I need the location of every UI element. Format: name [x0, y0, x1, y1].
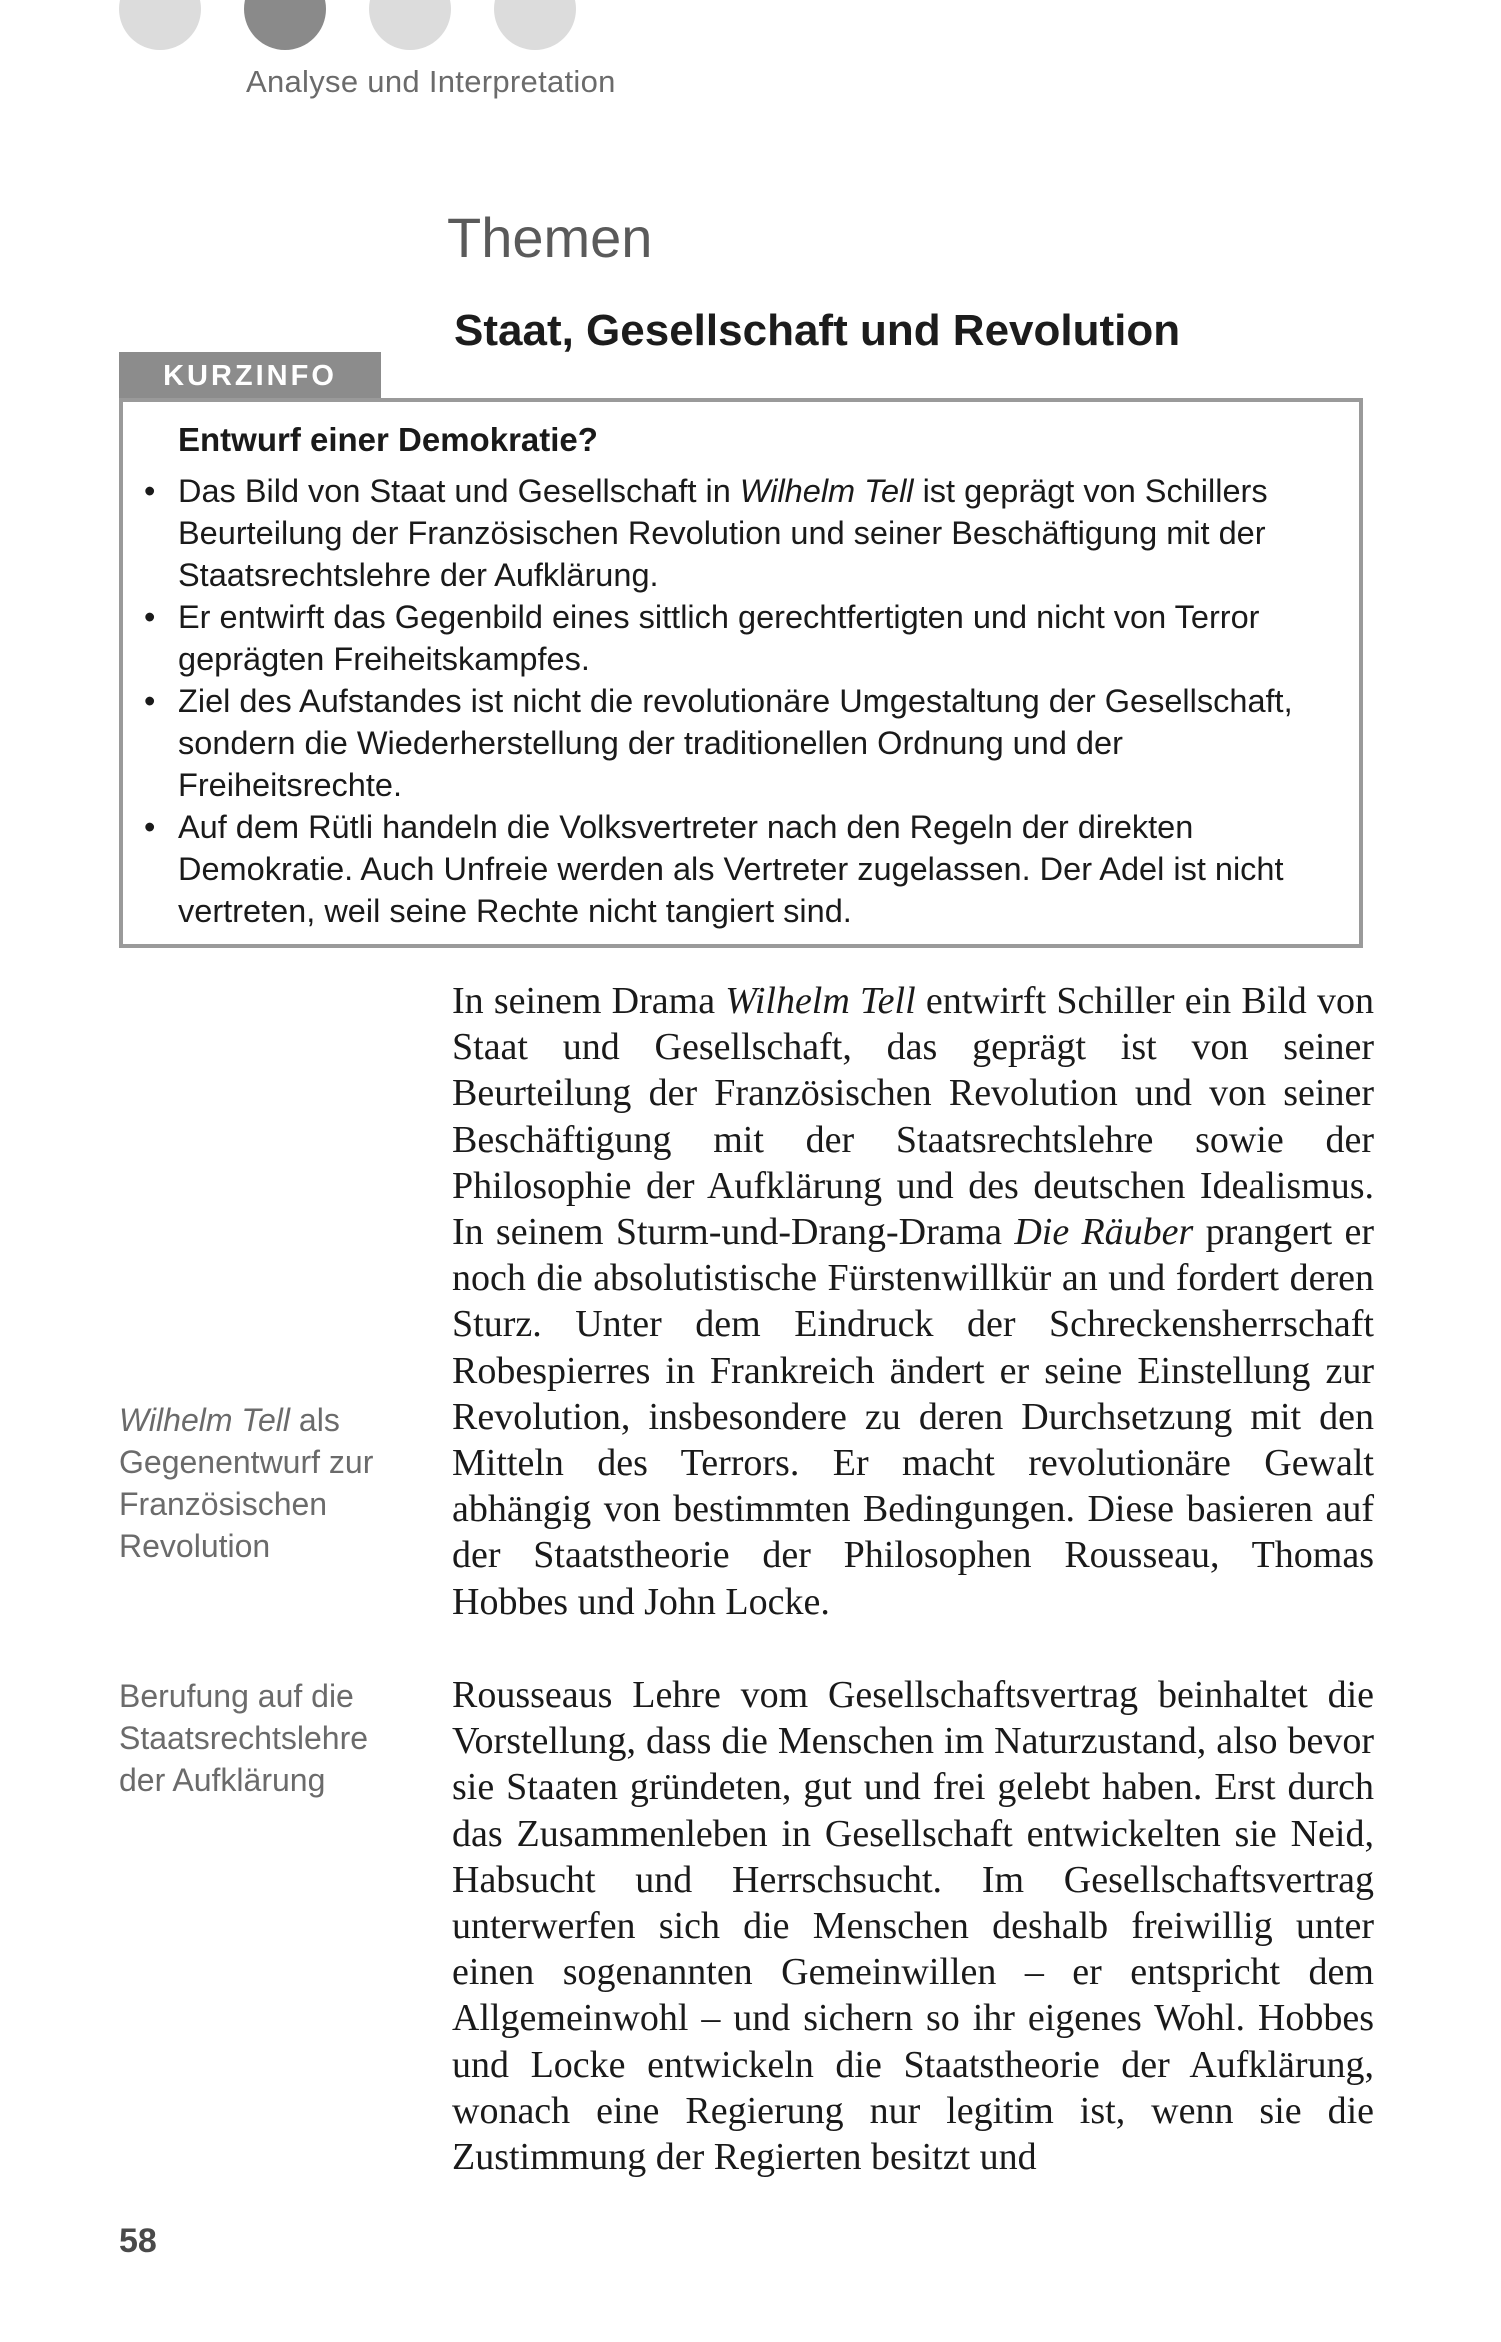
kurzinfo-item: • Auf dem Rütli handeln die Volksvertreter nach den Regeln der direkten Demokratie. Auch Unfreie werden als Vertreter zugelassen. Der Adel ist nicht vertreten, weil seine Rechte nicht tangiert sind.	[140, 806, 1340, 932]
page-number: 58	[119, 2222, 157, 2260]
body-paragraph-2: Rousseaus Lehre vom Gesellschaftsvertrag beinhaltet die Vorstellung, dass die Menschen im Naturzustand, also bevor sie Staaten gründeten, gut und frei gelebt haben. Erst durch das Zusammenleben in Gesellschaft entwickelten sie Neid, Habsucht und Herrschsucht. Im Gesellschaftsvertrag unterwerfen sich die Menschen deshalb freiwillig unter einen sogenannten Gemeinwillen – er entspricht dem Allgemeinwohl – und sichern so ihr eigenes Wohl. Hobbes und Locke entwickeln die Staatstheorie der Aufklärung, wonach eine Regierung nur legitim ist, wenn sie die Zustimmung der Regierten besitzt und	[452, 1674, 1374, 2179]
body-paragraph-1: In seinem Drama Wilhelm Tell entwirft Schiller ein Bild von Staat und Gesellschaft, das geprägt ist von seiner Beurteilung der Französischen Revolution und von seiner Beschäftigung mit der Staatsrechtslehre sowie der Philosophie der Aufklärung und des deutschen Idealismus. In seinem Sturm-und-Drang-Drama Die Räuber prangert er noch die absolutistische Fürstenwillkür an und fordert deren Sturz. Unter dem Eindruck der Schreckensherrschaft Robespierres in Frankreich ändert er seine Einstellung zur Revolution, insbesondere zu deren Durchsetzung mit den Mitteln des Terrors. Er macht revolutionäre Gewalt abhängig von bestimmten Bedingungen. Diese basieren auf der Staatstheorie der Philosophen Rousseau, Thomas Hobbes und John Locke.	[452, 980, 1375, 1623]
chapter-indicator-dot-3	[369, 0, 451, 50]
margin-note-2: Berufung auf die Staatsrechtslehre der Aufklärung	[119, 1678, 369, 1798]
kurzinfo-item: • Das Bild von Staat und Gesellschaft in Wilhelm Tell ist geprägt von Schillers Beurteilung der Französischen Revolution und seiner Beschäftigung mit der Staatsrechtslehre der Aufklärung.	[140, 470, 1340, 596]
kurzinfo-item: • Ziel des Aufstandes ist nicht die revolutionäre Umgestaltung der Gesellschaft, sondern die Wiederherstellung der traditionellen Ordnung und der Freiheitsrechte.	[140, 680, 1340, 806]
chapter-title: Themen	[447, 206, 653, 269]
work-title: Wilhelm Tell	[725, 980, 916, 1022]
subchapter-title: Staat, Gesellschaft und Revolution	[454, 306, 1181, 355]
section-label: Analyse und Interpretation	[246, 64, 616, 99]
chapter-indicator-dot-4	[494, 0, 576, 50]
kurzinfo-list	[140, 470, 1340, 932]
chapter-indicator-dot-2-active	[244, 0, 326, 50]
kurzinfo-item: • Er entwirft das Gegenbild eines sittlich gerechtfertigten und nicht von Terror geprägten Freiheitskampfes.	[140, 596, 1340, 680]
kurzinfo-tab: KURZINFO	[119, 352, 381, 400]
work-title: Wilhelm Tell	[119, 1402, 291, 1438]
work-title: Wilhelm Tell	[739, 473, 914, 509]
kurzinfo-heading: Entwurf einer Demokratie?	[178, 421, 598, 458]
chapter-indicator-dot-1	[119, 0, 201, 50]
margin-note-1: Wilhelm Tell als Gegenentwurf zur Französischen Revolution	[119, 1402, 374, 1564]
work-title: Die Räuber	[1014, 1211, 1194, 1254]
